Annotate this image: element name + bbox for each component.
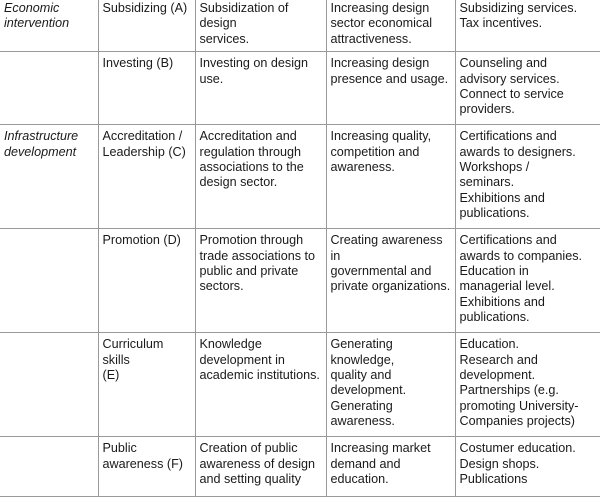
category-cell [0, 229, 98, 333]
instrument-cell: Investing (B) [98, 52, 195, 125]
category-cell [0, 52, 98, 125]
objective-cell: Increasing design presence and usage. [326, 52, 455, 125]
actions-cell: Costumer education. Design shops. Publications [455, 437, 600, 497]
description-cell: Accreditation and regulation through associations to the design sector. [195, 125, 326, 229]
description-cell: Subsidization of design services. [195, 0, 326, 52]
table-row [0, 437, 600, 497]
objective-cell: Increasing market demand and education. [326, 437, 455, 497]
table-row [0, 333, 600, 437]
actions-cell: Counseling and advisory services. Connect to service providers. [455, 52, 600, 125]
instrument-cell: Promotion (D) [98, 229, 195, 333]
instrument-cell: Curriculum skills (E) [98, 333, 195, 437]
instrument-cell: Accreditation / Leadership (C) [98, 125, 195, 229]
objective-cell: Increasing design sector economical attractiveness. [326, 0, 455, 52]
table-row [0, 229, 600, 333]
description-cell: Promotion through trade associations to public and private sectors. [195, 229, 326, 333]
category-cell [0, 437, 98, 497]
actions-cell: Subsidizing services. Tax incentives. [455, 0, 600, 52]
actions-cell: Certifications and awards to designers. Workshops / seminars. Exhibitions and publications. [455, 125, 600, 229]
actions-cell: Certifications and awards to companies. Education in managerial level. Exhibitions and publications. [455, 229, 600, 333]
instrument-cell: Public awareness (F) [98, 437, 195, 497]
category-cell [0, 333, 98, 437]
table-row [0, 125, 600, 229]
category-cell: Infrastructure development [0, 125, 98, 229]
objective-cell: Generating knowledge, quality and development. Generating awareness. [326, 333, 455, 437]
category-cell: Economic intervention [0, 0, 98, 52]
instrument-cell: Subsidizing (A) [98, 0, 195, 52]
actions-cell: Education. Research and development. Partnerships (e.g. promoting University- Companies projects) [455, 333, 600, 437]
objective-cell: Increasing quality, competition and awareness. [326, 125, 455, 229]
description-cell: Investing on design use. [195, 52, 326, 125]
description-cell: Knowledge development in academic institutions. [195, 333, 326, 437]
description-cell: Creation of public awareness of design and setting quality [195, 437, 326, 497]
objective-cell: Creating awareness in governmental and private organizations. [326, 229, 455, 333]
table-row [0, 0, 600, 52]
table-row [0, 52, 600, 125]
